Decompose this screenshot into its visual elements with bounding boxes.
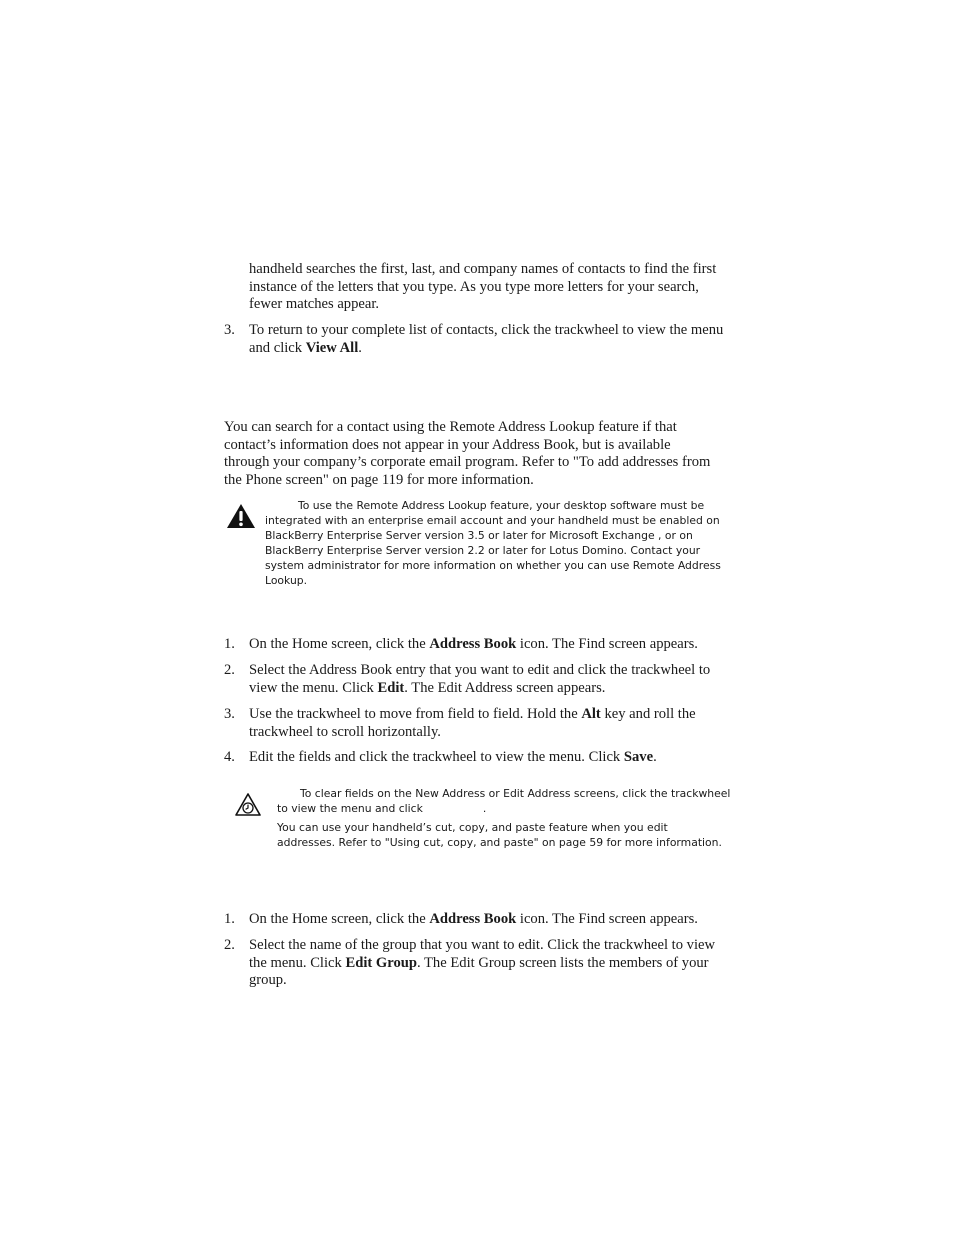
step-number: 3.	[224, 322, 235, 338]
step-text-post: icon. The Find screen appears.	[516, 636, 698, 652]
tip-line1-text: To clear fields on the New Address or Edit Address screens, click the trackwheel to view the menu and click	[277, 787, 731, 815]
continuation-text: handheld searches the first, last, and company names of contacts to find the first instance of the letters that you type. As you type more letters for your search, fewer matches appear.	[249, 261, 717, 312]
step-text-pre: Use the trackwheel to move from field to field. Hold the	[249, 706, 582, 722]
step-text-pre: Select the Address Book entry that you want to edit and click the trackwheel to view the menu. Click	[249, 662, 711, 696]
step-text-pre: To return to your complete list of contacts, click the trackwheel to view the menu and click	[249, 322, 724, 356]
step-text-post: .	[653, 749, 657, 765]
tip-note-line2: You can use your handheld’s cut, copy, and paste feature when you edit addresses. Refer to "Using cut, copy, and paste" on page 59 for more information.	[277, 821, 722, 849]
tip-note-line1	[277, 787, 735, 816]
step-text-post: . The Edit Group screen lists the members of your group.	[249, 954, 709, 988]
menu-item-view-all: View All	[305, 339, 359, 356]
tip-clock-icon	[235, 793, 261, 816]
address-book-label: Address Book	[429, 911, 517, 927]
alt-key-label: Alt	[581, 706, 601, 722]
step-text	[249, 911, 731, 929]
edit-group-label: Edit Group	[345, 954, 417, 971]
step-text-pre: Select the name of the group that you want to edit. Click the trackwheel to view the menu. Click	[249, 937, 716, 971]
step-text-post: icon. The Find screen appears.	[516, 911, 698, 927]
step-text-post: key and roll the trackwheel to scroll horizontally.	[249, 706, 696, 740]
step-number: 1.	[224, 636, 235, 652]
remote-lookup-paragraph: You can search for a contact using the Remote Address Lookup feature if that contact’s information does not appear in your Address Book, but is available through your company’s corporate email program. Refer to "To add addresses from the Phone screen" on page 119 for more information.	[224, 419, 711, 488]
step-text-pre: On the Home screen, click the	[249, 636, 430, 652]
step-text	[249, 636, 731, 654]
step-text	[249, 662, 731, 697]
step-number: 2.	[224, 662, 235, 678]
address-book-label: Address Book	[429, 636, 517, 652]
save-label: Save	[623, 749, 654, 765]
step-text-post: .	[358, 339, 362, 356]
step-text-post: . The Edit Address screen appears.	[404, 679, 606, 696]
edit-label: Edit	[377, 679, 405, 696]
step-text	[249, 937, 731, 990]
step-text	[249, 749, 731, 767]
warning-note-text: To use the Remote Address Lookup feature, your desktop software must be integrated with an enterprise email account and your handheld must be enabled on BlackBerry Enterprise Server version 3.5 or later for Microsoft Exchange , or on BlackBerry Enterprise Server version 2.2 or later for Lotus Domino. Contact your system administrator for more information on whether you can use Remote Address Lookup.	[265, 499, 721, 587]
warning-triangle-icon	[226, 503, 256, 529]
step-number: 3.	[224, 706, 235, 722]
step-number: 1.	[224, 911, 235, 927]
step-text-pre: On the Home screen, click the	[249, 911, 430, 927]
tip-line1-end: .	[482, 801, 487, 815]
step-number: 4.	[224, 749, 235, 765]
step-text-pre: Edit the fields and click the trackwheel to view the menu. Click	[249, 749, 624, 765]
step-text	[249, 322, 731, 357]
step-text	[249, 706, 731, 741]
step-number: 2.	[224, 937, 235, 953]
